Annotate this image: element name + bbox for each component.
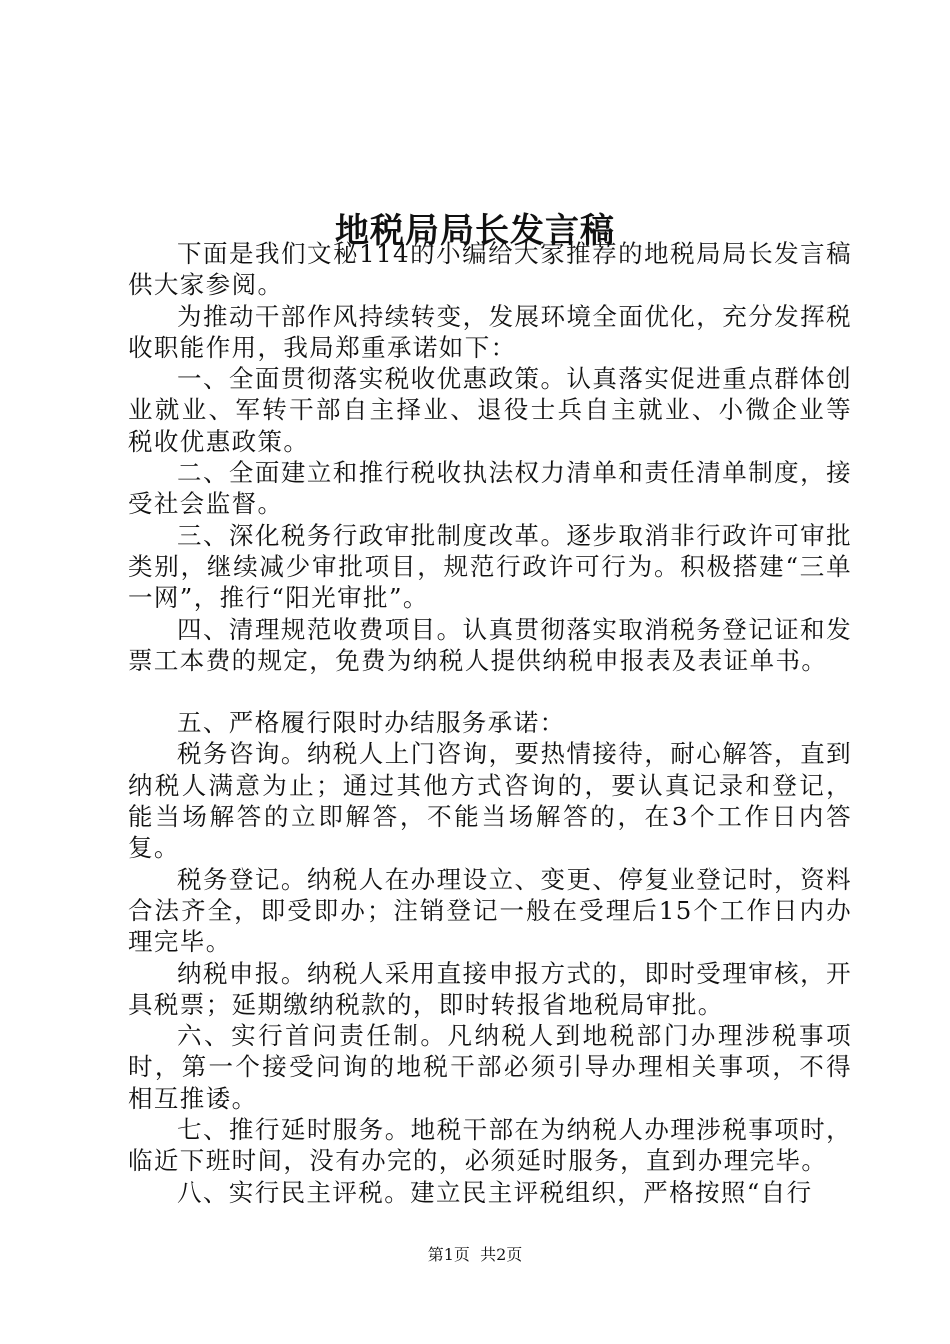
paragraph-item-7: 七、推行延时服务。地税干部在为纳税人办理涉税事项时，临近下班时间，没有办完的，必须延时服务，直到办理完毕。 (128, 1115, 852, 1176)
document-title: 地税局局长发言稿 (335, 210, 615, 251)
paragraph-item-4: 四、清理规范收费项目。认真贯彻落实取消税务登记证和发票工本费的规定，免费为纳税人提供纳税申报表及表证单书。 (128, 614, 852, 675)
paragraph-item-1: 一、全面贯彻落实税收优惠政策。认真落实促进重点群体创业就业、军转干部自主择业、退役士兵自主就业、小微企业等税收优惠政策。 (128, 364, 852, 456)
page-footer (0, 1243, 950, 1267)
paragraph-item-6: 六、实行首问责任制。凡纳税人到地税部门办理涉税事项时，第一个接受问询的地税干部必须引导办理相关事项，不得相互推诿。 (128, 1021, 852, 1113)
paragraph-commitment: 为推动干部作风持续转变，发展环境全面优化，充分发挥税收职能作用，我局郑重承诺如下： (128, 301, 852, 362)
paragraph-tax-consulting: 税务咨询。纳税人上门咨询，要热情接待，耐心解答，直到纳税人满意为止；通过其他方式咨询的，要认真记录和登记，能当场解答的立即解答，不能当场解答的，在3个工作日内答复。 (128, 739, 852, 863)
paragraph-intro: 下面是我们文秘114的小编给大家推荐的地税局局长发言稿供大家参阅。 (128, 239, 852, 300)
page-total: 共2页 (480, 1245, 523, 1264)
paragraph-item-5: 五、严格履行限时办结服务承诺： (177, 708, 566, 738)
paragraph-tax-filing: 纳税申报。纳税人采用直接申报方式的，即时受理审核，开具税票；延期缴纳税款的，即时转报省地税局审批。 (128, 958, 852, 1019)
document-body (128, 238, 852, 1208)
paragraph-item-2: 二、全面建立和推行税收执法权力清单和责任清单制度，接受社会监督。 (128, 458, 852, 519)
paragraph-tax-registration: 税务登记。纳税人在办理设立、变更、停复业登记时，资料合法齐全，即受即办；注销登记一般在受理后15个工作日内办理完毕。 (128, 864, 852, 957)
paragraph-item-3: 三、深化税务行政审批制度改革。逐步取消非行政许可审批类别，继续减少审批项目，规范行政许可行为。积极搭建“三单一网”，推行“阳光审批”。 (128, 520, 852, 613)
paragraph-item-8: 八、实行民主评税。建立民主评税组织，严格按照“自行 (177, 1177, 813, 1207)
page-number: 第1页 (427, 1245, 470, 1264)
